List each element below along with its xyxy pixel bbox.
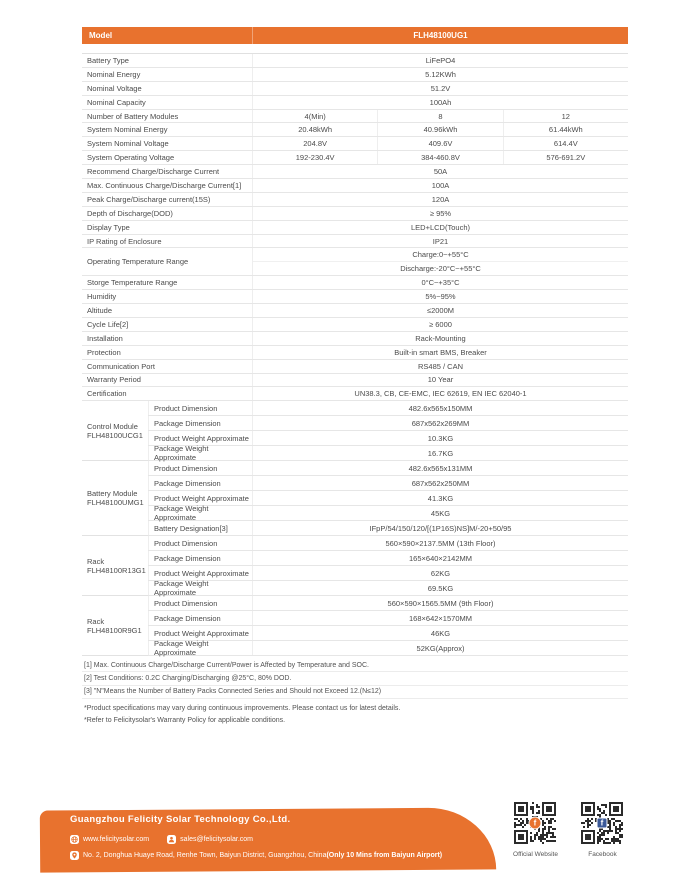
- disclaimer: *Refer to Felicitysolar's Warranty Policy for applicable conditions.: [84, 716, 286, 724]
- spec-values: [252, 290, 628, 303]
- spec-values: [252, 276, 628, 289]
- felicity-logo-icon: f: [529, 817, 542, 830]
- module-row: [148, 416, 628, 431]
- spec-values: [252, 332, 628, 345]
- spec-row: [82, 304, 628, 318]
- spec-row: [82, 346, 628, 360]
- spec-value: 384-460.8V: [377, 151, 502, 164]
- spec-row: [82, 137, 628, 151]
- spec-row: [82, 54, 628, 68]
- stacked-values: [253, 248, 628, 275]
- spec-values: [252, 248, 628, 275]
- spec-label: Certification: [87, 389, 127, 399]
- spec-label: Humidity: [87, 292, 117, 302]
- module-value: 10.3KG: [252, 431, 628, 445]
- spec-values: [252, 207, 628, 220]
- footnote: [3] "N"Means the Number of Battery Packs Connected Series and Should not Exceed 12.(N≤12): [82, 686, 628, 699]
- qr-website-image: [512, 800, 558, 846]
- spec-label: Depth of Discharge(DOD): [87, 208, 173, 218]
- spec-row: [82, 193, 628, 207]
- spec-values: [252, 110, 628, 123]
- disclaimers: [82, 703, 628, 726]
- module-rows: [148, 401, 628, 461]
- spec-value: Built-in smart BMS, Breaker: [394, 347, 487, 357]
- spec-value: ≤2000M: [426, 305, 455, 315]
- module-row: [148, 506, 628, 521]
- spec-values: [252, 82, 628, 95]
- module-row: [148, 641, 628, 656]
- module-sub-label: Product Weight Approximate: [148, 626, 252, 640]
- module-rows: [148, 596, 628, 656]
- address-highlight: (Only 10 Mins from Baiyun Airport): [326, 852, 443, 859]
- module-row: [148, 551, 628, 566]
- spec-value: 100A: [431, 180, 450, 190]
- spec-label: Max. Continuous Charge/Discharge Current[1]: [87, 180, 242, 190]
- spec-row: [82, 68, 628, 82]
- module-sub-label: Product Dimension: [148, 596, 252, 610]
- module-value: 168×642×1570MM: [252, 611, 628, 625]
- module-value: 560×590×1565.5MM (9th Floor): [252, 596, 628, 610]
- facebook-logo-icon: f: [597, 818, 608, 829]
- spec-row: [82, 96, 628, 110]
- module-group: [82, 536, 628, 596]
- spec-label: Nominal Voltage: [87, 83, 142, 93]
- spec-values: [252, 374, 628, 387]
- module-sub-label: Package Weight Approximate: [148, 446, 252, 460]
- module-groups: [82, 401, 628, 656]
- module-value: 41.3KG: [252, 491, 628, 505]
- module-row: [148, 536, 628, 551]
- spec-value: RS485 / CAN: [417, 361, 464, 371]
- spec-value: 5.12KWh: [425, 69, 456, 79]
- spec-value: LED+LCD(Touch): [411, 222, 470, 232]
- company-name: Guangzhou Felicity Solar Technology Co.,Ltd.: [70, 814, 291, 825]
- table-header-row: [82, 27, 628, 44]
- module-row: [148, 461, 628, 476]
- module-name-line: FLH48100UCG1: [87, 430, 143, 440]
- spec-value: 12: [503, 110, 628, 123]
- spec-values: [252, 54, 628, 67]
- spec-label: Installation: [87, 333, 123, 343]
- module-name: [82, 461, 148, 536]
- module-sub-label: Package Weight Approximate: [148, 641, 252, 655]
- spec-label: Altitude: [87, 305, 113, 315]
- spec-label: Protection: [87, 347, 121, 357]
- model-header-value: FLH48100UG1: [252, 27, 628, 44]
- module-sub-label: Package Weight Approximate: [148, 506, 252, 520]
- module-value: 482.6x565x150MM: [252, 401, 628, 415]
- module-value: 165×640×2142MM: [252, 551, 628, 565]
- spec-value: Charge:0~+55°C: [412, 250, 469, 260]
- spec-label: Nominal Energy: [87, 69, 141, 79]
- spec-row: [82, 290, 628, 304]
- spec-value: 5%~95%: [425, 292, 456, 302]
- footnote: [1] Max. Continuous Charge/Discharge Current/Power is Affected by Temperature and SOC.: [82, 659, 628, 672]
- spec-row: [82, 332, 628, 346]
- spec-label: Communication Port: [87, 361, 155, 371]
- spec-label: Storge Temperature Range: [87, 278, 178, 288]
- spec-value: 8: [377, 110, 502, 123]
- module-value: 52KG(Approx): [252, 641, 628, 655]
- spec-value: 61.44kWh: [503, 123, 628, 136]
- module-name-line: Battery Module: [87, 489, 138, 499]
- spec-row: [82, 179, 628, 193]
- spec-values: [252, 193, 628, 206]
- spec-values: [252, 387, 628, 400]
- spec-value: ≥ 6000: [429, 319, 452, 329]
- spec-row: [82, 82, 628, 96]
- spec-table: [82, 27, 628, 656]
- qr-website-label: Official Website: [513, 851, 558, 858]
- website-text: www.felicitysolar.com: [83, 836, 150, 843]
- module-rows: [148, 461, 628, 536]
- spec-value: Rack-Mounting: [415, 333, 466, 343]
- spec-row: [82, 235, 628, 249]
- qr-facebook-image: [579, 800, 625, 846]
- spec-value: 100Ah: [429, 97, 452, 107]
- module-value: 62KG: [252, 566, 628, 580]
- spec-label: Nominal Capacity: [87, 97, 146, 107]
- spec-value: 409.6V: [377, 137, 502, 150]
- spec-value: 10 Year: [427, 375, 454, 385]
- module-value: IFpP/54/150/120/[(1P16S)NS]M/-20+50/95: [252, 521, 628, 535]
- globe-icon: [70, 835, 79, 844]
- module-name-line: FLH48100R9G1: [87, 625, 142, 635]
- spec-values: [252, 137, 628, 150]
- spec-values: [252, 235, 628, 248]
- footnotes: [82, 659, 628, 726]
- spec-value: 51.2V: [430, 83, 451, 93]
- module-row: [148, 581, 628, 596]
- footer-address-row: [70, 851, 442, 860]
- spec-value: 20.48kWh: [298, 125, 333, 135]
- spec-value: 614.4V: [503, 137, 628, 150]
- spec-value: 4(Min): [304, 111, 326, 121]
- email-text: sales@felicitysolar.com: [180, 836, 253, 843]
- module-value: 560×590×2137.5MM (13th Floor): [252, 536, 628, 550]
- module-value: 687x562x269MM: [252, 416, 628, 430]
- qr-facebook: [579, 800, 626, 858]
- spec-values: [252, 179, 628, 192]
- spec-label: Battery Type: [87, 55, 129, 65]
- footer-contact-row: [70, 835, 253, 844]
- module-name: [82, 596, 148, 656]
- qr-official-website: [512, 800, 559, 858]
- spec-label: System Nominal Voltage: [87, 139, 169, 149]
- spec-values: [252, 123, 628, 136]
- spec-value: 50A: [433, 167, 448, 177]
- module-value: 45KG: [252, 506, 628, 520]
- module-sub-label: Package Dimension: [148, 611, 252, 625]
- module-row: [148, 401, 628, 416]
- spec-values: [252, 318, 628, 331]
- spec-values: [252, 68, 628, 81]
- location-pin-icon: [70, 851, 79, 860]
- module-sub-label: Product Weight Approximate: [148, 491, 252, 505]
- spec-row: [82, 360, 628, 374]
- module-name-line: FLH48100R13G1: [87, 565, 146, 575]
- spec-value: 120A: [431, 194, 450, 204]
- address-text: No. 2, Donghua Huaye Road, Renhe Town, Baiyun District, Guangzhou, China: [83, 852, 327, 859]
- spec-label: Cycle Life[2]: [87, 319, 129, 329]
- qr-codes: [512, 800, 626, 858]
- qr-facebook-label: Facebook: [588, 851, 617, 858]
- spec-value: 0°C~+35°C: [421, 278, 460, 288]
- spec-row: [82, 165, 628, 179]
- disclaimer: *Product specifications may vary during continuous improvements. Please contact us for latest details.: [84, 705, 401, 713]
- module-sub-label: Product Weight Approximate: [148, 566, 252, 580]
- spec-value: Discharge:-20°C~+55°C: [253, 261, 628, 275]
- footnote: [2] Test Conditions: 0.2C Charging/Discharging @25°C, 80% DOD.: [82, 672, 628, 685]
- module-row: [148, 596, 628, 611]
- spec-row: [82, 318, 628, 332]
- spec-label: Peak Charge/Discharge current(15S): [87, 194, 211, 204]
- module-value: 46KG: [252, 626, 628, 640]
- spec-values: [252, 304, 628, 317]
- spec-values: [252, 165, 628, 178]
- spec-row: [82, 248, 628, 276]
- module-group: [82, 596, 628, 656]
- module-sub-label: Product Dimension: [148, 401, 252, 415]
- spec-value: LiFePO4: [425, 55, 456, 65]
- spec-row: [82, 276, 628, 290]
- module-sub-label: Package Dimension: [148, 476, 252, 490]
- module-row: [148, 521, 628, 536]
- spec-row: [82, 123, 628, 137]
- module-row: [148, 476, 628, 491]
- module-sub-label: Product Dimension: [148, 461, 252, 475]
- spec-value: 40.96kWh: [377, 123, 502, 136]
- spec-label: System Nominal Energy: [87, 125, 168, 135]
- module-name-line: Control Module: [87, 421, 138, 431]
- module-value: 16.7KG: [252, 446, 628, 460]
- spec-values: [252, 346, 628, 359]
- spec-row: [82, 110, 628, 124]
- spec-row: [82, 221, 628, 235]
- module-row: [148, 446, 628, 461]
- email-contact-icon: [167, 835, 176, 844]
- spec-label: IP Rating of Enclosure: [87, 236, 162, 246]
- module-sub-label: Package Weight Approximate: [148, 581, 252, 595]
- spec-label: Warranty Period: [87, 375, 141, 385]
- module-sub-label: Package Dimension: [148, 416, 252, 430]
- module-value: 687x562x250MM: [252, 476, 628, 490]
- module-sub-label: Product Dimension: [148, 536, 252, 550]
- module-name-line: FLH48100UMG1: [87, 498, 144, 508]
- spec-values: [252, 221, 628, 234]
- model-header-label: Model: [89, 31, 113, 40]
- spec-row: [82, 374, 628, 388]
- module-group: [82, 401, 628, 461]
- spec-row: [82, 207, 628, 221]
- spec-label: System Operating Voltage: [87, 153, 175, 163]
- spec-label: Operating Temperature Range: [87, 257, 189, 267]
- spec-value: 204.8V: [303, 139, 328, 149]
- module-value: 482.6x565x131MM: [252, 461, 628, 475]
- spec-rows: [82, 53, 628, 401]
- spec-value: 576-691.2V: [503, 151, 628, 164]
- module-name-line: Rack: [87, 556, 105, 566]
- module-row: [148, 611, 628, 626]
- spec-row: [82, 387, 628, 401]
- module-value: 69.5KG: [252, 581, 628, 595]
- spec-value: IP21: [432, 236, 449, 246]
- module-group: [82, 461, 628, 536]
- spec-value: 192-230.4V: [295, 153, 335, 163]
- spec-row: [82, 151, 628, 165]
- module-name: [82, 401, 148, 461]
- spec-values: [252, 96, 628, 109]
- spec-label: Number of Battery Modules: [87, 111, 179, 121]
- spec-values: [252, 151, 628, 164]
- module-name: [82, 536, 148, 596]
- module-name-line: Rack: [87, 616, 105, 626]
- spec-label: Recommend Charge/Discharge Current: [87, 167, 220, 177]
- module-sub-label: Battery Designation[3]: [148, 521, 252, 535]
- spec-values: [252, 360, 628, 373]
- module-sub-label: Package Dimension: [148, 551, 252, 565]
- spec-label: Display Type: [87, 222, 130, 232]
- spec-value: ≥ 95%: [429, 208, 452, 218]
- module-rows: [148, 536, 628, 596]
- spec-value: UN38.3, CB, CE-EMC, IEC 62619, EN IEC 62040-1: [354, 389, 527, 399]
- module-sub-label: Product Weight Approximate: [148, 431, 252, 445]
